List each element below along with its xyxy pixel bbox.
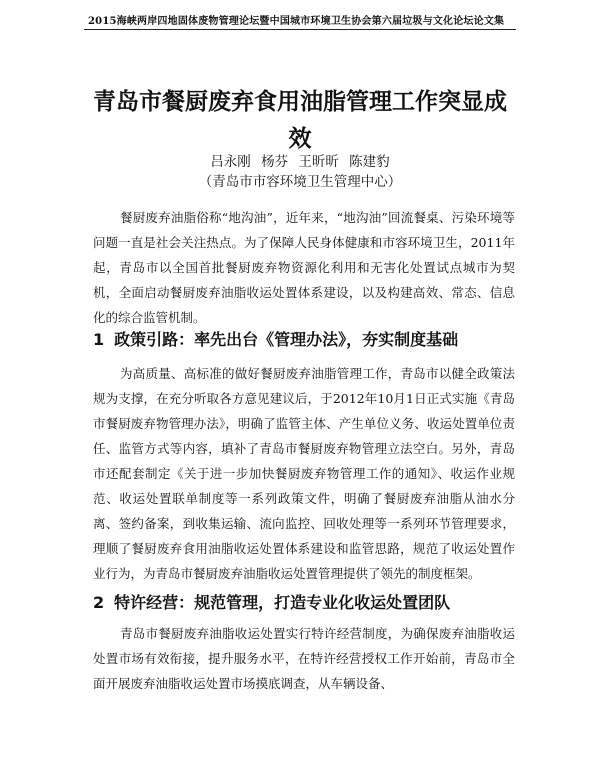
abstract-paragraph: 餐厨废弃油脂俗称“地沟油”，近年来，“地沟油”回流餐桌、污染环境等问题一直是社会关注热点。为了保障人民身体健康和市容环境卫生，2011年起，青岛市以全国首批餐厨废弃物资源化利用和无害化处置试点城市为契机，全面启动餐厨废弃油脂收运处置体系建设，以及构建高效、常态、信息化的综合监管机制。 (93, 210, 515, 325)
header-rule (84, 29, 516, 30)
author-list: 吕永刚 杨芬 王昕昕 陈建豹 (210, 154, 390, 170)
section-2-paragraph: 青岛市餐厨废弃油脂收运处置实行特许经营制度，为确保废弃油脂收运处置市场有效衔接，提升服务水平，在特许经营授权工作开始前，青岛市全面开展废弃油脂收运处置市场摸底调查，从车辆设备、 (93, 626, 515, 691)
section-1-title: 政策引路：率先出台《管理办法》，夯实制度基础 (114, 330, 459, 349)
article-title: 青岛市餐厨废弃食用油脂管理工作突显成效 (93, 89, 507, 152)
section-2-heading (93, 590, 515, 616)
section-2-title: 特许经营：规范管理，打造专业化收运处置团队 (114, 593, 451, 612)
section-2-number: 2 (93, 593, 105, 612)
running-header: 2015海峡两岸四地固体废物管理论坛暨中国城市环境卫生协会第六届垃圾与文化论坛论文集 (88, 16, 505, 27)
section-1-number: 1 (93, 330, 105, 349)
section-1-heading (93, 327, 515, 353)
section-1-paragraph: 为高质量、高标准的做好餐厨废弃油脂管理工作，青岛市以健全政策法规为支撑，在充分听取各方意见建议后，于2012年10月1日正式实施《青岛市餐厨废弃物管理办法》，明确了监管主体、产生单位义务、收运处置单位责任、监管方式等内容，填补了青岛市餐厨废弃物管理立法空白。另外，青岛市还配套制定《关于进一步加快餐厨废弃物管理工作的通知》、收运作业规范、收运处置联单制度等一系列政策文件，明确了餐厨废弃油脂从油水分离、签约备案，到收集运输、流向监控、回收处理等一系列环节管理要求，理顺了餐厨废弃食用油脂收运处置体系建设和监管思路，规范了收运处置作业行为，为青岛市餐厨废弃油脂收运处置管理提供了领先的制度框架。 (93, 366, 515, 581)
author-affiliation: （青岛市市容环境卫生管理中心） (198, 174, 402, 190)
